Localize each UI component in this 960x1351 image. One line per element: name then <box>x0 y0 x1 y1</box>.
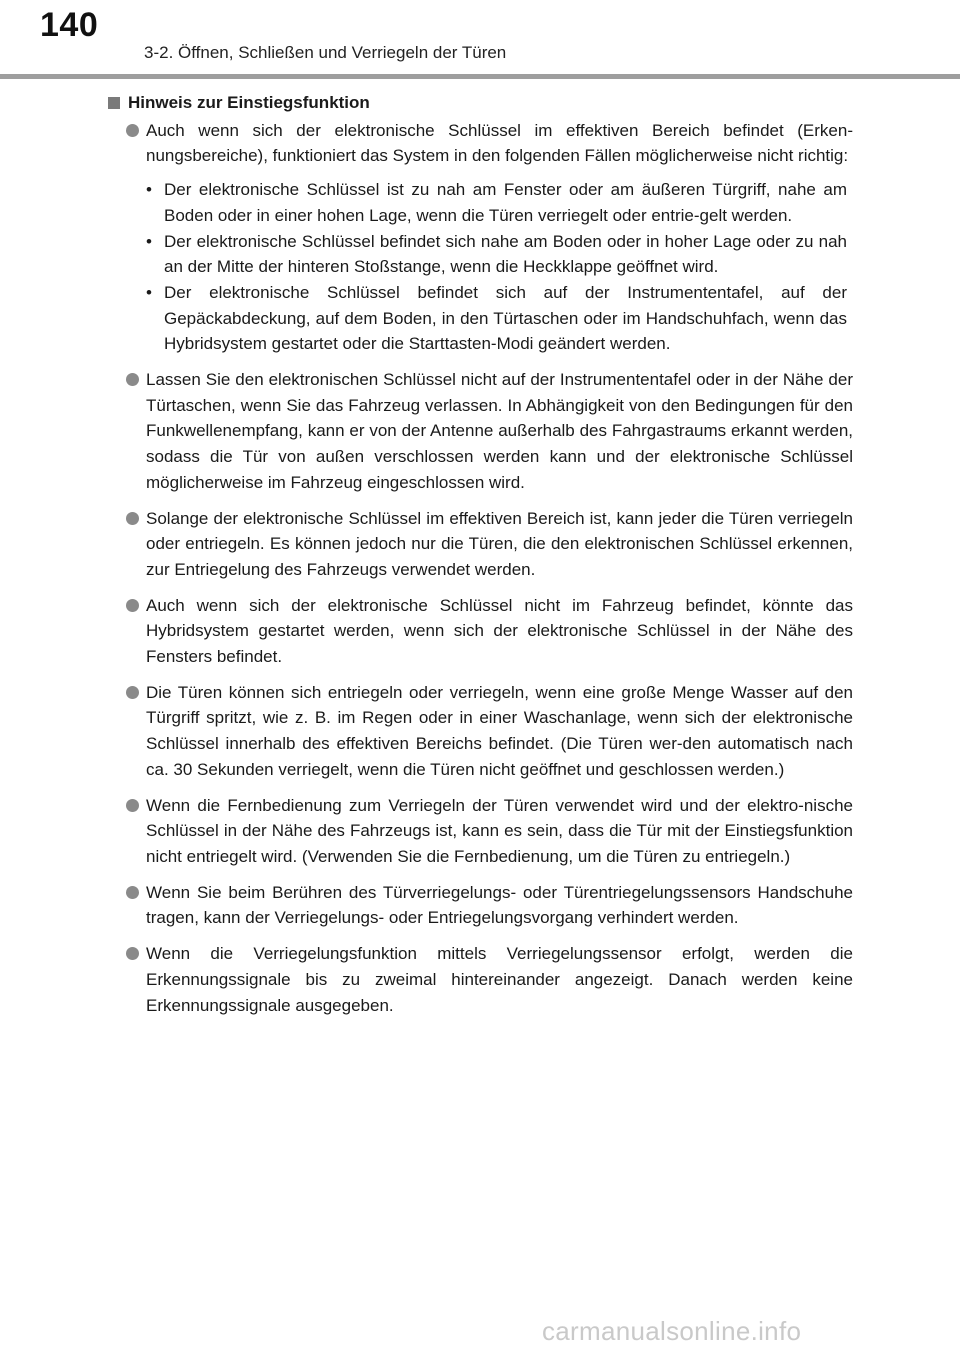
bullet-text: Lassen Sie den elektronischen Schlüssel nicht auf der Instrumententafel oder in der Nähe der Türtaschen, wenn Sie das Fahrzeug verlassen. In Abhängigkeit von den Bedingungen für den Funkwellenempfang, kann er von der Antenne außerhalb des Fahrgastraums erkannt werden, sodass die Tür von außen verschlossen werden kann und der elektronische Schlüssel möglicherweise im Fahrzeug eingeschlossen wird. <box>146 370 853 492</box>
section-heading <box>108 90 853 116</box>
watermark: carmanualsonline.info <box>542 1316 802 1346</box>
list-item <box>108 880 853 931</box>
circle-bullet-icon <box>126 373 139 386</box>
circle-bullet-icon <box>126 886 139 899</box>
bullet-text: Auch wenn sich der elektronische Schlüssel nicht im Fahrzeug befindet, könnte das Hybridsystem gestartet werden, wenn sich der elektronische Schlüssel in der Nähe des Fensters befindet. <box>146 595 853 667</box>
bullet-text: Die Türen können sich entriegeln oder verriegeln, wenn eine große Menge Wasser auf den Türgriff spritzt, wie z. B. im Regen oder in einer Waschanlage, wenn sich der elektronische Schlüssel innerhalb des effektiven Bereichs befindet. (Die Türen wer-den automatisch nach ca. 30 Sekunden verriegelt, wenn die Türen nicht geöffnet und geschlossen werden.) <box>146 682 853 779</box>
circle-bullet-icon <box>126 799 139 812</box>
circle-bullet-icon <box>126 124 139 137</box>
list-item <box>108 941 853 1018</box>
sub-list-item: • Der elektronische Schlüssel befindet sich auf der Instrumententafel, auf der Gepäckabdeckung, auf dem Boden, in den Türtaschen oder im Handschuhfach, wenn das Hybridsystem gestartet oder die Starttasten-Modi geändert werden. <box>146 280 847 357</box>
page-number: 140 <box>40 6 99 44</box>
dot-bullet-icon: • <box>146 180 152 200</box>
bullet-text: Wenn Sie beim Berühren des Türverriegelungs- oder Türentriegelungssensors Handschuhe tragen, kann der Verriegelungs- oder Entriegelungsvorgang verhindert werden. <box>146 882 853 928</box>
square-bullet-icon <box>108 97 120 109</box>
dot-bullet-icon: • <box>146 282 152 302</box>
circle-bullet-icon <box>126 512 139 525</box>
circle-bullet-icon <box>126 599 139 612</box>
list-item <box>108 118 853 357</box>
bullet-text: Wenn die Verriegelungsfunktion mittels Verriegelungssensor erfolgt, werden die Erkennungssignale bis zu zweimal hintereinander angezeigt. Danach werden keine Erkennungssignale ausgegeben. <box>146 944 853 1015</box>
list-item <box>108 680 853 783</box>
circle-bullet-icon <box>126 686 139 699</box>
list-item <box>108 593 853 670</box>
bullet-text: Wenn die Fernbedienung zum Verriegeln der Türen verwendet wird und der elektro-nische Schlüssel in der Nähe des Fahrzeugs ist, kann es sein, dass die Tür mit der Einstiegsfunktion nicht entriegelt wird. (Verwenden Sie die Fernbedienung, um die Türen zu entriegeln.) <box>146 795 853 866</box>
chapter-title: 3-2. Öffnen, Schließen und Verriegeln der Türen <box>144 43 507 62</box>
sub-list <box>146 177 853 357</box>
list-item <box>108 506 853 583</box>
header-divider <box>0 74 960 79</box>
list-item <box>108 793 853 870</box>
circle-bullet-icon <box>126 947 139 960</box>
sub-list-item: • Der elektronische Schlüssel ist zu nah am Fenster oder am äußeren Türgriff, nahe am Boden oder in einer hohen Lage, wenn die Türen verriegelt oder entrie-gelt werden. <box>146 177 847 228</box>
bullet-text: Solange der elektronische Schlüssel im effektiven Bereich ist, kann jeder die Türen verriegeln oder entriegeln. Es können jedoch nur die Türen, die den elektronischen Schlüssel erkennen, zur Entriegelung des Fahrzeugs verwendet werden. <box>146 508 853 579</box>
bullet-text: Auch wenn sich der elektronische Schlüssel im effektiven Bereich befindet (Erken-nungsbereiche), funktioniert das System in den folgenden Fällen möglicherweise nicht richtig: <box>146 120 853 166</box>
dot-bullet-icon: • <box>146 231 152 251</box>
main-content <box>108 90 853 1028</box>
section-heading-text: Hinweis zur Einstiegsfunktion <box>128 93 370 112</box>
page-header <box>0 0 960 80</box>
sub-list-item: • Der elektronische Schlüssel befindet sich nahe am Boden oder in hoher Lage oder zu nah an der Mitte der hinteren Stoßstange, wenn die Heckklappe geöffnet wird. <box>146 229 847 280</box>
list-item <box>108 367 853 496</box>
